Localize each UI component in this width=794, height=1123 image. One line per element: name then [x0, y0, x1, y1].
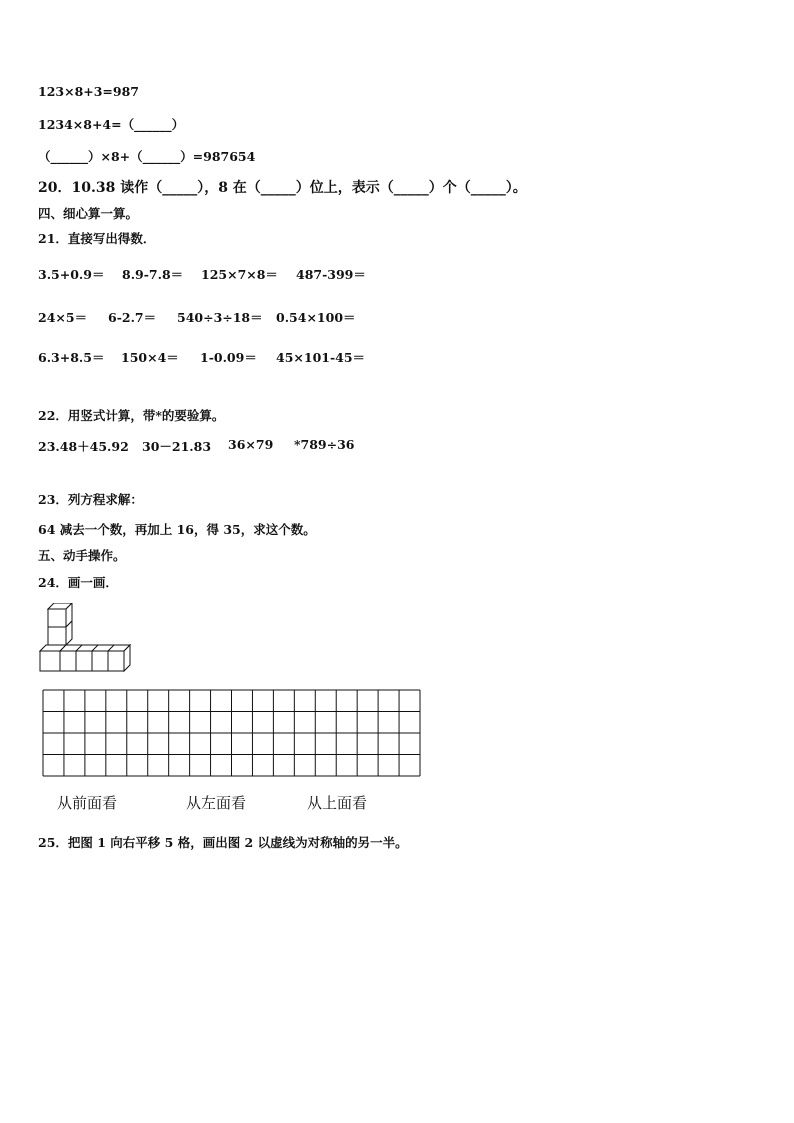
vertical-item: 23.48＋45.92	[38, 439, 129, 454]
calc-item: 3.5+0.9＝	[38, 267, 105, 282]
question-24: 24．画一画．	[38, 575, 118, 590]
calc-item: 8.9-7.8＝	[122, 267, 184, 282]
calc-item: 6-2.7＝	[108, 310, 157, 325]
calc-item: 0.54×100＝	[276, 310, 356, 325]
vertical-item: *789÷36	[294, 437, 355, 452]
line-blank-987654: （______）×8+（______）=987654	[38, 149, 256, 164]
calc-item: 45×101-45＝	[276, 350, 366, 365]
line-123x8: 123×8+3=987	[38, 84, 140, 99]
cube-figure	[38, 603, 138, 673]
drawing-grid[interactable]	[42, 689, 422, 779]
calc-item: 24×5＝	[38, 310, 88, 325]
section-5-title: 五、动手操作。	[38, 548, 126, 563]
vertical-item: 36×79	[228, 437, 274, 452]
question-20: 20．10.38 读作（_____），8 在（_____）位上，表示（_____）个（_____）。	[38, 180, 527, 196]
question-25: 25．把图 1 向右平移 5 格，画出图 2 以虚线为对称轴的另一半。	[38, 835, 408, 850]
question-23-text: 64 减去一个数，再加上 16，得 35，求这个数。	[38, 522, 316, 537]
calc-item: 540÷3÷18＝	[177, 310, 263, 325]
line-1234x8: 1234×8+4=（______）	[38, 117, 185, 132]
label-front-view: 从前面看	[57, 794, 118, 812]
calc-item: 1-0.09＝	[200, 350, 257, 365]
calc-item: 125×7×8＝	[201, 267, 278, 282]
question-22: 22．用竖式计算，带*的要验算。	[38, 408, 225, 423]
calc-item: 487-399＝	[296, 267, 366, 282]
vertical-item: 30－21.83	[142, 439, 212, 454]
label-top-view: 从上面看	[307, 794, 368, 812]
calc-item: 150×4＝	[121, 350, 179, 365]
question-23: 23．列方程求解：	[38, 492, 143, 507]
label-left-view: 从左面看	[186, 794, 247, 812]
section-4-title: 四、细心算一算。	[38, 206, 139, 221]
calc-item: 6.3+8.5＝	[38, 350, 105, 365]
question-21: 21．直接写出得数．	[38, 231, 156, 246]
